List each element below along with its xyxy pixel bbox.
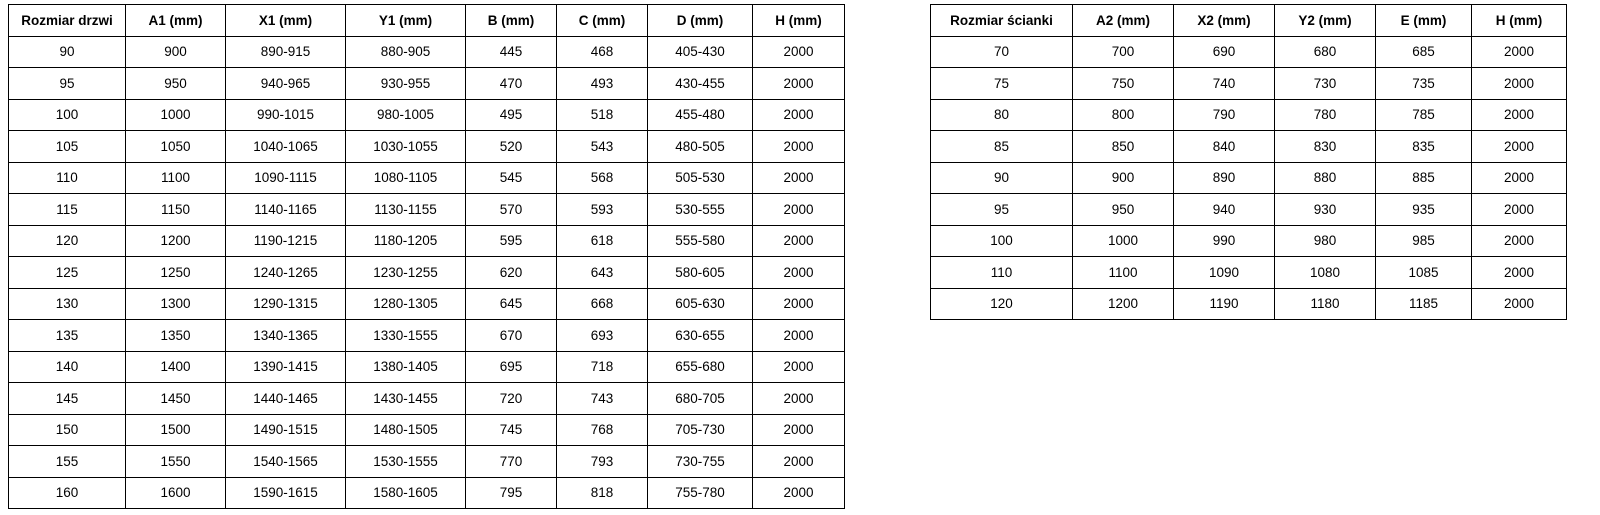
doors-cell: 480-505 <box>648 131 753 163</box>
table-row <box>9 162 845 194</box>
table-row <box>9 288 845 320</box>
doors-cell: 930-955 <box>346 68 466 100</box>
walls-cell: 940 <box>1174 194 1275 226</box>
walls-column-header: A2 (mm) <box>1073 5 1174 37</box>
walls-cell: 100 <box>931 225 1073 257</box>
doors-cell: 518 <box>557 99 648 131</box>
walls-cell: 680 <box>1275 36 1376 68</box>
doors-cell: 1490-1515 <box>226 414 346 446</box>
doors-cell: 890-915 <box>226 36 346 68</box>
doors-cell: 745 <box>466 414 557 446</box>
doors-cell: 593 <box>557 194 648 226</box>
doors-cell: 543 <box>557 131 648 163</box>
doors-cell: 495 <box>466 99 557 131</box>
walls-cell: 2000 <box>1472 68 1567 100</box>
doors-cell: 1300 <box>126 288 226 320</box>
doors-cell: 618 <box>557 225 648 257</box>
doors-cell: 695 <box>466 351 557 383</box>
doors-cell: 1030-1055 <box>346 131 466 163</box>
doors-cell: 493 <box>557 68 648 100</box>
doors-cell: 105 <box>9 131 126 163</box>
walls-cell: 750 <box>1073 68 1174 100</box>
walls-cell: 2000 <box>1472 99 1567 131</box>
walls-cell: 95 <box>931 194 1073 226</box>
walls-cell: 1100 <box>1073 257 1174 289</box>
walls-column-header: Rozmiar ścianki <box>931 5 1073 37</box>
walls-column-header: E (mm) <box>1376 5 1472 37</box>
doors-cell: 1080-1105 <box>346 162 466 194</box>
doors-cell: 1500 <box>126 414 226 446</box>
doors-cell: 520 <box>466 131 557 163</box>
doors-cell: 2000 <box>753 257 845 289</box>
doors-cell: 818 <box>557 477 648 509</box>
doors-table-container <box>8 4 845 509</box>
doors-cell: 1540-1565 <box>226 446 346 478</box>
table-row <box>9 320 845 352</box>
table-row <box>9 257 845 289</box>
walls-cell: 1000 <box>1073 225 1174 257</box>
doors-cell: 1280-1305 <box>346 288 466 320</box>
walls-cell: 885 <box>1376 162 1472 194</box>
doors-column-header: X1 (mm) <box>226 5 346 37</box>
walls-cell: 890 <box>1174 162 1275 194</box>
walls-cell: 800 <box>1073 99 1174 131</box>
table-row <box>931 194 1567 226</box>
doors-cell: 1330-1555 <box>346 320 466 352</box>
walls-cell: 1185 <box>1376 288 1472 320</box>
doors-cell: 160 <box>9 477 126 509</box>
doors-cell: 95 <box>9 68 126 100</box>
walls-column-header: Y2 (mm) <box>1275 5 1376 37</box>
doors-table-body <box>9 36 845 509</box>
doors-column-header: A1 (mm) <box>126 5 226 37</box>
doors-cell: 2000 <box>753 68 845 100</box>
doors-cell: 2000 <box>753 225 845 257</box>
table-row <box>931 36 1567 68</box>
doors-cell: 445 <box>466 36 557 68</box>
doors-cell: 1340-1365 <box>226 320 346 352</box>
walls-cell: 1080 <box>1275 257 1376 289</box>
table-row <box>931 162 1567 194</box>
doors-cell: 990-1015 <box>226 99 346 131</box>
doors-cell: 1600 <box>126 477 226 509</box>
table-row <box>931 99 1567 131</box>
doors-cell: 1240-1265 <box>226 257 346 289</box>
doors-cell: 135 <box>9 320 126 352</box>
doors-dimensions-table <box>8 4 845 509</box>
walls-cell: 90 <box>931 162 1073 194</box>
table-row <box>9 414 845 446</box>
doors-cell: 668 <box>557 288 648 320</box>
table-row <box>9 477 845 509</box>
walls-cell: 1090 <box>1174 257 1275 289</box>
doors-cell: 768 <box>557 414 648 446</box>
walls-cell: 835 <box>1376 131 1472 163</box>
doors-cell: 755-780 <box>648 477 753 509</box>
walls-cell: 935 <box>1376 194 1472 226</box>
walls-cell: 930 <box>1275 194 1376 226</box>
doors-cell: 145 <box>9 383 126 415</box>
doors-column-header: C (mm) <box>557 5 648 37</box>
walls-cell: 1200 <box>1073 288 1174 320</box>
doors-cell: 1450 <box>126 383 226 415</box>
table-row <box>9 99 845 131</box>
walls-cell: 85 <box>931 131 1073 163</box>
doors-cell: 2000 <box>753 351 845 383</box>
walls-cell: 2000 <box>1472 162 1567 194</box>
doors-cell: 115 <box>9 194 126 226</box>
walls-cell: 735 <box>1376 68 1472 100</box>
table-row <box>931 68 1567 100</box>
walls-cell: 900 <box>1073 162 1174 194</box>
doors-cell: 580-605 <box>648 257 753 289</box>
doors-cell: 940-965 <box>226 68 346 100</box>
doors-cell: 140 <box>9 351 126 383</box>
doors-cell: 2000 <box>753 194 845 226</box>
walls-cell: 950 <box>1073 194 1174 226</box>
doors-cell: 125 <box>9 257 126 289</box>
doors-column-header: Y1 (mm) <box>346 5 466 37</box>
doors-cell: 1590-1615 <box>226 477 346 509</box>
doors-cell: 718 <box>557 351 648 383</box>
doors-cell: 1190-1215 <box>226 225 346 257</box>
doors-cell: 793 <box>557 446 648 478</box>
doors-cell: 1100 <box>126 162 226 194</box>
walls-cell: 2000 <box>1472 131 1567 163</box>
walls-cell: 740 <box>1174 68 1275 100</box>
walls-cell: 1190 <box>1174 288 1275 320</box>
doors-cell: 950 <box>126 68 226 100</box>
doors-cell: 455-480 <box>648 99 753 131</box>
walls-cell: 110 <box>931 257 1073 289</box>
doors-column-header: D (mm) <box>648 5 753 37</box>
doors-cell: 1530-1555 <box>346 446 466 478</box>
doors-cell: 2000 <box>753 383 845 415</box>
doors-cell: 2000 <box>753 446 845 478</box>
walls-cell: 990 <box>1174 225 1275 257</box>
doors-cell: 1040-1065 <box>226 131 346 163</box>
doors-cell: 155 <box>9 446 126 478</box>
doors-cell: 505-530 <box>648 162 753 194</box>
doors-cell: 670 <box>466 320 557 352</box>
walls-cell: 830 <box>1275 131 1376 163</box>
walls-cell: 840 <box>1174 131 1275 163</box>
doors-cell: 1250 <box>126 257 226 289</box>
table-row <box>9 68 845 100</box>
doors-cell: 568 <box>557 162 648 194</box>
table-row <box>9 131 845 163</box>
doors-cell: 605-630 <box>648 288 753 320</box>
walls-cell: 2000 <box>1472 288 1567 320</box>
doors-cell: 795 <box>466 477 557 509</box>
doors-cell: 2000 <box>753 36 845 68</box>
doors-table-head <box>9 5 845 37</box>
doors-cell: 1440-1465 <box>226 383 346 415</box>
doors-cell: 680-705 <box>648 383 753 415</box>
walls-cell: 2000 <box>1472 257 1567 289</box>
walls-cell: 785 <box>1376 99 1472 131</box>
doors-cell: 643 <box>557 257 648 289</box>
doors-cell: 530-555 <box>648 194 753 226</box>
walls-cell: 1085 <box>1376 257 1472 289</box>
doors-cell: 655-680 <box>648 351 753 383</box>
walls-cell: 120 <box>931 288 1073 320</box>
doors-cell: 100 <box>9 99 126 131</box>
walls-cell: 880 <box>1275 162 1376 194</box>
walls-cell: 685 <box>1376 36 1472 68</box>
walls-cell: 2000 <box>1472 36 1567 68</box>
walls-cell: 790 <box>1174 99 1275 131</box>
doors-cell: 1180-1205 <box>346 225 466 257</box>
walls-cell: 2000 <box>1472 225 1567 257</box>
table-header-row <box>931 5 1567 37</box>
doors-cell: 705-730 <box>648 414 753 446</box>
table-row <box>931 131 1567 163</box>
table-row <box>9 446 845 478</box>
doors-cell: 1390-1415 <box>226 351 346 383</box>
doors-cell: 555-580 <box>648 225 753 257</box>
doors-cell: 743 <box>557 383 648 415</box>
doors-cell: 900 <box>126 36 226 68</box>
walls-cell: 75 <box>931 68 1073 100</box>
walls-cell: 690 <box>1174 36 1275 68</box>
walls-table-head <box>931 5 1567 37</box>
doors-cell: 1130-1155 <box>346 194 466 226</box>
table-row <box>931 257 1567 289</box>
doors-cell: 1200 <box>126 225 226 257</box>
doors-cell: 430-455 <box>648 68 753 100</box>
walls-table-body <box>931 36 1567 320</box>
table-row <box>9 383 845 415</box>
doors-cell: 620 <box>466 257 557 289</box>
walls-column-header: X2 (mm) <box>1174 5 1275 37</box>
doors-cell: 980-1005 <box>346 99 466 131</box>
doors-cell: 1380-1405 <box>346 351 466 383</box>
doors-cell: 2000 <box>753 477 845 509</box>
walls-cell: 80 <box>931 99 1073 131</box>
walls-cell: 985 <box>1376 225 1472 257</box>
doors-cell: 730-755 <box>648 446 753 478</box>
doors-cell: 405-430 <box>648 36 753 68</box>
doors-cell: 130 <box>9 288 126 320</box>
doors-cell: 720 <box>466 383 557 415</box>
walls-column-header: H (mm) <box>1472 5 1567 37</box>
doors-cell: 150 <box>9 414 126 446</box>
table-row <box>931 288 1567 320</box>
walls-dimensions-table <box>930 4 1567 320</box>
doors-cell: 693 <box>557 320 648 352</box>
table-row <box>9 194 845 226</box>
doors-cell: 2000 <box>753 288 845 320</box>
doors-cell: 2000 <box>753 414 845 446</box>
doors-cell: 1140-1165 <box>226 194 346 226</box>
doors-cell: 1050 <box>126 131 226 163</box>
table-row <box>9 351 845 383</box>
walls-cell: 700 <box>1073 36 1174 68</box>
doors-column-header: B (mm) <box>466 5 557 37</box>
doors-cell: 770 <box>466 446 557 478</box>
doors-column-header: Rozmiar drzwi <box>9 5 126 37</box>
walls-table-container <box>930 4 1567 320</box>
walls-cell: 730 <box>1275 68 1376 100</box>
doors-cell: 570 <box>466 194 557 226</box>
doors-cell: 2000 <box>753 99 845 131</box>
doors-cell: 2000 <box>753 162 845 194</box>
walls-cell: 2000 <box>1472 194 1567 226</box>
doors-cell: 545 <box>466 162 557 194</box>
table-row <box>931 225 1567 257</box>
doors-cell: 1290-1315 <box>226 288 346 320</box>
doors-cell: 1150 <box>126 194 226 226</box>
doors-cell: 880-905 <box>346 36 466 68</box>
walls-cell: 980 <box>1275 225 1376 257</box>
table-row <box>9 225 845 257</box>
doors-cell: 595 <box>466 225 557 257</box>
walls-cell: 850 <box>1073 131 1174 163</box>
doors-cell: 1230-1255 <box>346 257 466 289</box>
doors-cell: 1350 <box>126 320 226 352</box>
table-row <box>9 36 845 68</box>
doors-cell: 1400 <box>126 351 226 383</box>
doors-cell: 90 <box>9 36 126 68</box>
walls-cell: 780 <box>1275 99 1376 131</box>
doors-cell: 120 <box>9 225 126 257</box>
doors-cell: 2000 <box>753 320 845 352</box>
doors-cell: 1090-1115 <box>226 162 346 194</box>
doors-cell: 645 <box>466 288 557 320</box>
doors-column-header: H (mm) <box>753 5 845 37</box>
walls-cell: 70 <box>931 36 1073 68</box>
doors-cell: 2000 <box>753 131 845 163</box>
doors-cell: 470 <box>466 68 557 100</box>
table-header-row <box>9 5 845 37</box>
doors-cell: 1550 <box>126 446 226 478</box>
doors-cell: 110 <box>9 162 126 194</box>
doors-cell: 1000 <box>126 99 226 131</box>
walls-cell: 1180 <box>1275 288 1376 320</box>
doors-cell: 630-655 <box>648 320 753 352</box>
doors-cell: 1580-1605 <box>346 477 466 509</box>
doors-cell: 1480-1505 <box>346 414 466 446</box>
doors-cell: 468 <box>557 36 648 68</box>
doors-cell: 1430-1455 <box>346 383 466 415</box>
